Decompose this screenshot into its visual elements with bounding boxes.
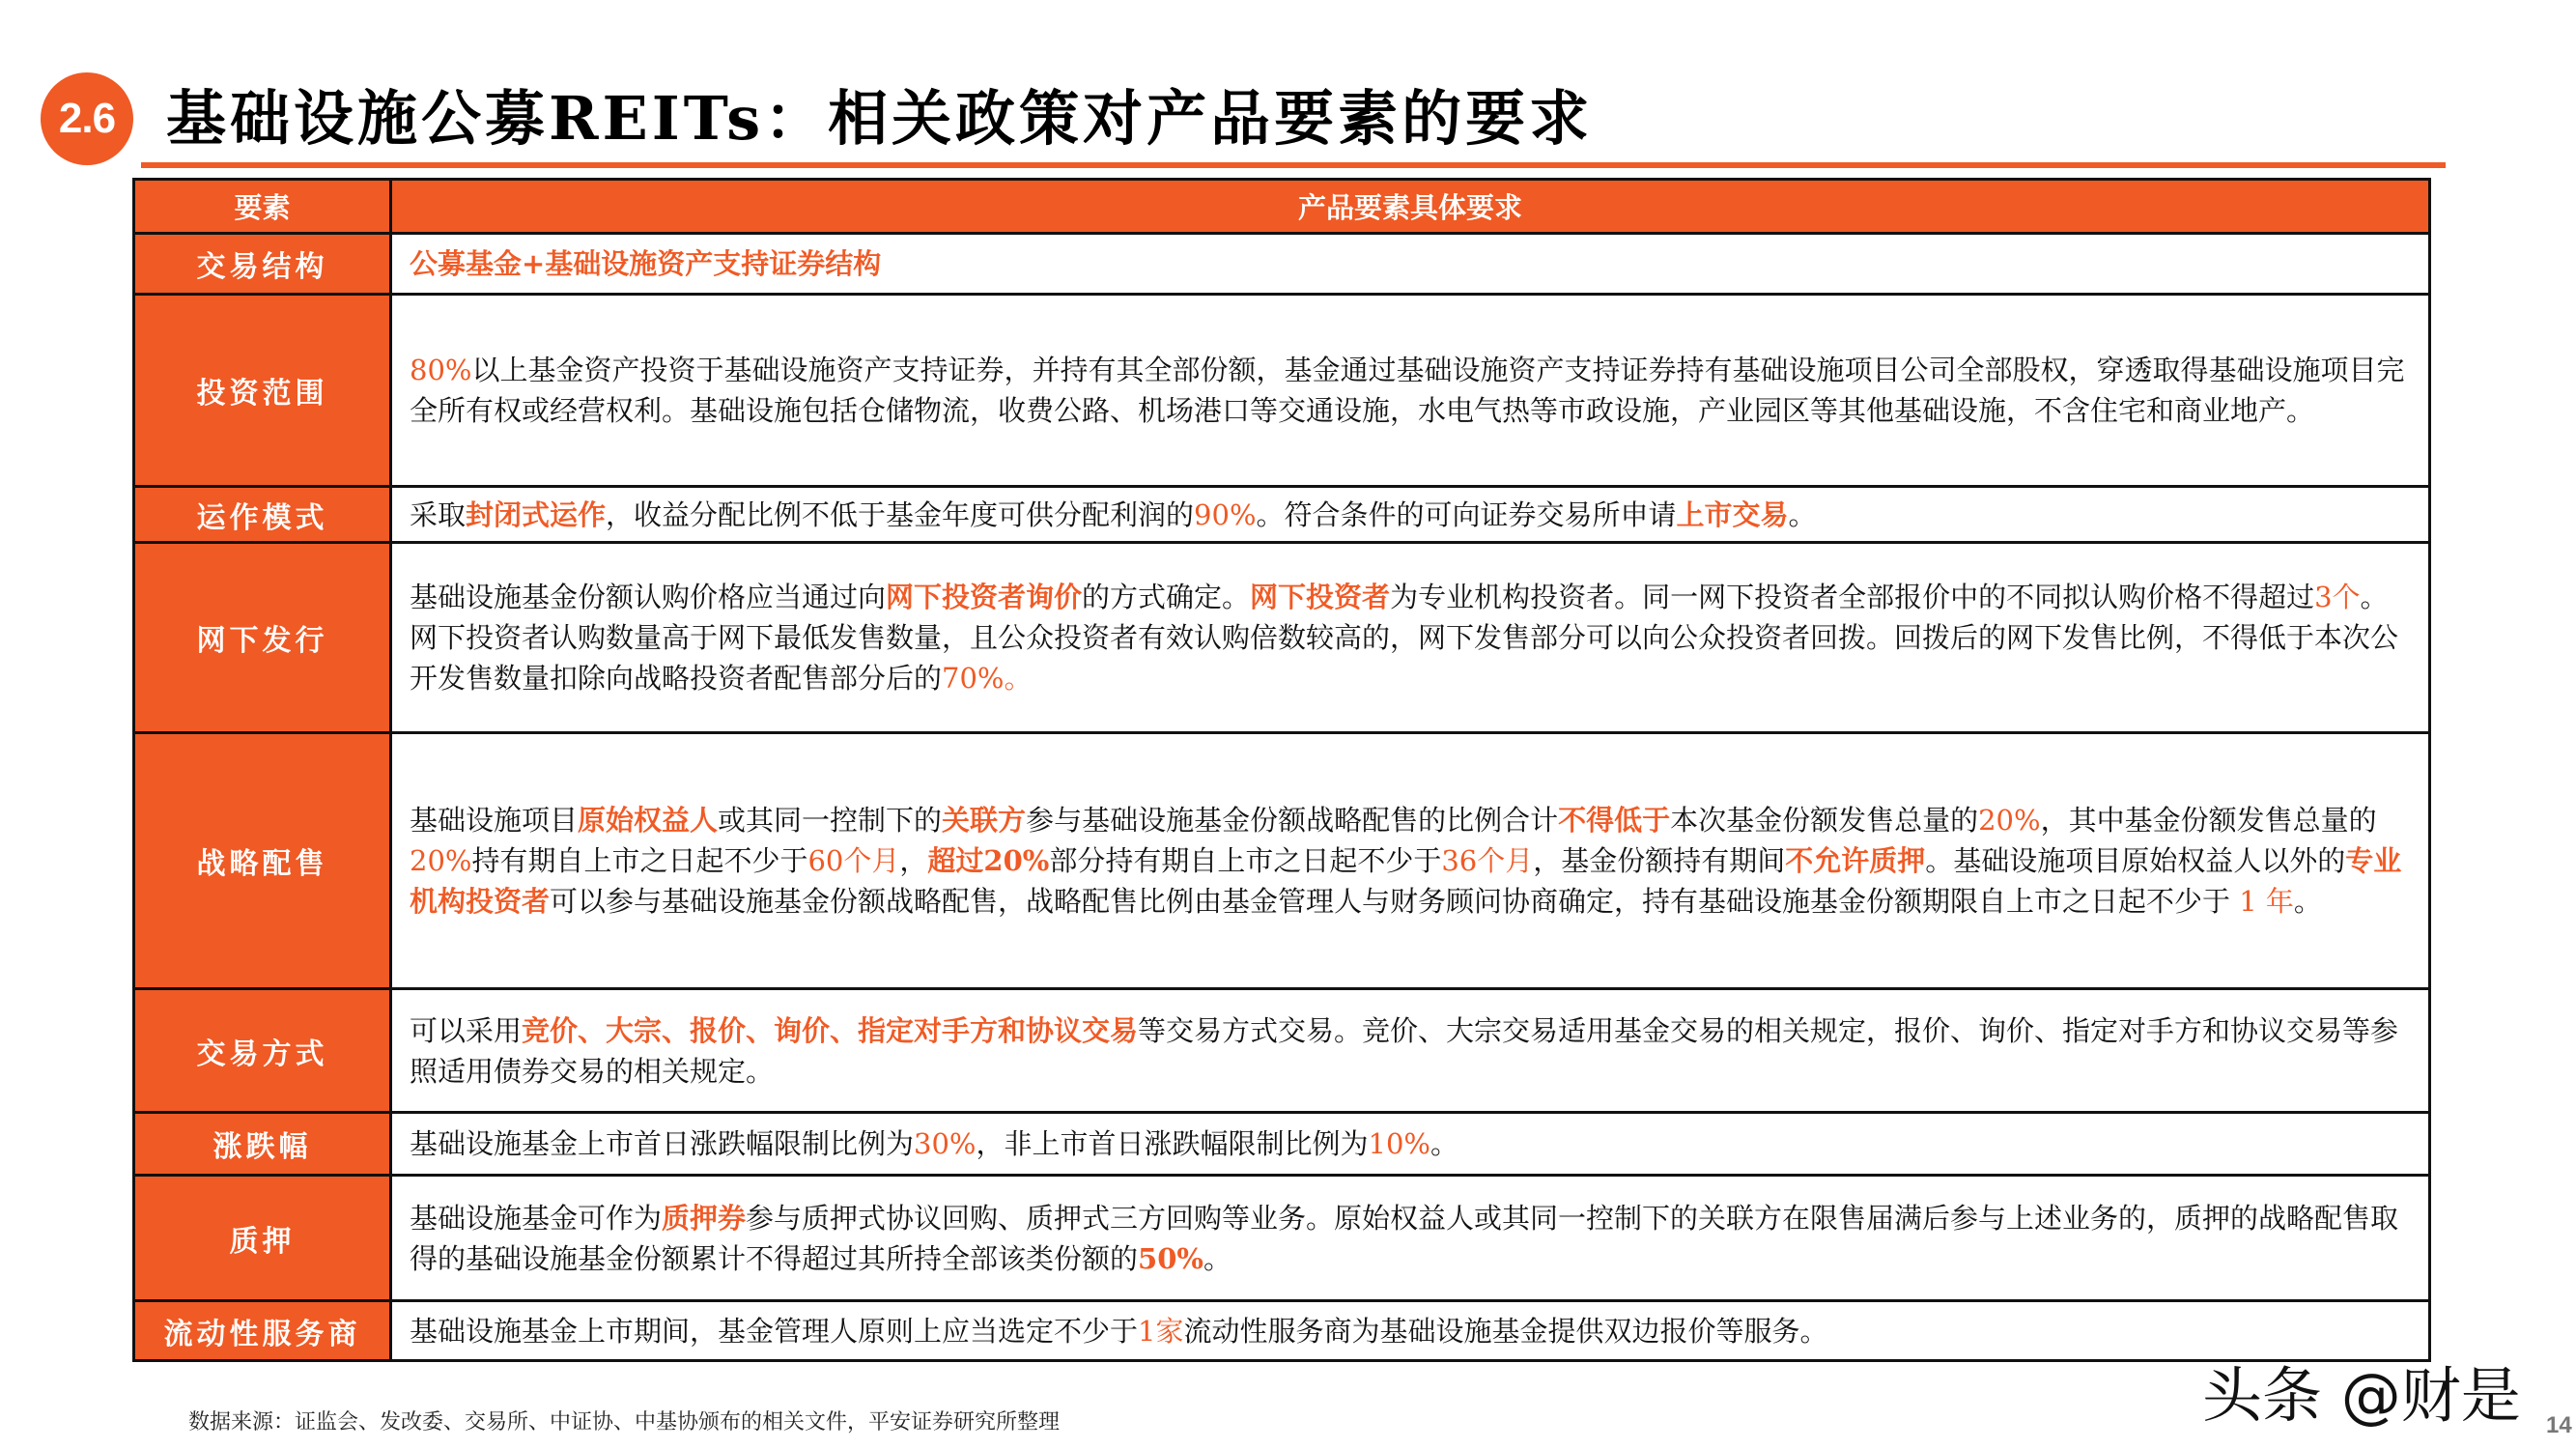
row-label: 流动性服务商: [134, 1301, 391, 1361]
body-text: 。: [1430, 1127, 1458, 1160]
body-text: 本次基金份额发售总量的: [1670, 804, 1979, 837]
highlight-text: 70%。: [942, 662, 1033, 695]
body-text: 部分持有期自上市之日起不少于: [1049, 844, 1442, 877]
page-title: 基础设施公募REITs：相关政策对产品要素的要求: [166, 83, 1594, 154]
body-text: 参与基础设施基金份额战略配售的比例合计: [1026, 804, 1559, 837]
highlight-text: 10%: [1368, 1127, 1430, 1160]
table-row: [134, 295, 2430, 487]
highlight-text: 封闭式运作: [466, 497, 607, 531]
highlight-text: 上市交易: [1676, 497, 1789, 531]
highlight-text: 专业机构投资者: [410, 844, 2402, 918]
title-divider: [141, 162, 2446, 168]
data-source-note: 数据来源：证监会、发改委、交易所、中证协、中基协颁布的相关文件，平安证券研究所整理: [188, 1410, 1061, 1435]
highlight-text: 80%: [410, 354, 472, 386]
body-text: ，非上市首日涨跌幅限制比例为: [976, 1127, 1369, 1160]
highlight-text: 质押券: [662, 1201, 747, 1235]
highlight-text: 超过20%: [927, 844, 1050, 877]
row-requirement: [391, 1176, 2430, 1301]
row-requirement: [391, 989, 2430, 1113]
highlight-text: 1 年: [2230, 885, 2294, 918]
table-body: [134, 234, 2430, 1361]
body-text: 以上基金资产投资于基础设施资产支持证券，并持有其全部份额，基金通过基础设施资产支持证券持有基础设施项目公司全部股权，穿透取得基础设施项目完全所有权或经营权利。基础设施包括仓储物流，收费公路、机场港口等交通设施，水电气热等市政设施，产业园区等其他基础设施，不含住宅和商业地产。: [410, 354, 2405, 427]
body-text: 基础设施基金可作为: [410, 1201, 663, 1235]
row-requirement: [391, 543, 2430, 733]
highlight-text: 30%: [914, 1127, 977, 1160]
row-label: 战略配售: [134, 733, 391, 989]
body-text: 流动性服务商为基础设施基金提供双边报价等服务。: [1183, 1314, 1828, 1348]
highlight-text: 竞价、大宗、报价、询价、指定对手方和协议交易: [522, 1013, 1139, 1047]
row-label: 投资范围: [134, 295, 391, 487]
row-requirement: [391, 1113, 2430, 1176]
highlight-text: 不得低于: [1558, 804, 1671, 837]
table-row: [134, 543, 2430, 733]
body-text: 持有期自上市之日起不少于: [471, 844, 808, 877]
highlight-text: 90%: [1194, 497, 1257, 531]
row-requirement: [391, 1301, 2430, 1361]
highlight-text: 20%: [410, 844, 472, 877]
row-label: 运作模式: [134, 487, 391, 543]
table-header-row: [134, 180, 2430, 234]
section-number: 2.6: [58, 95, 116, 142]
highlight-text: 网下投资者: [1250, 581, 1391, 613]
body-text: 参与质押式协议回购、质押式三方回购等业务。原始权益人或其同一控制下的关联方在限售届满后参与上述业务的，质押的战略配售取得的基础设施基金份额累计不得超过其所持全部该类份额的: [410, 1201, 2399, 1275]
highlight-text: 不允许质押: [1785, 844, 1926, 877]
body-text: 基础设施项目: [410, 804, 579, 837]
highlight-text: 公募基金+基础设施资产支持证券结构: [410, 247, 882, 280]
row-label: 交易方式: [134, 989, 391, 1113]
row-label: 涨跌幅: [134, 1113, 391, 1176]
watermark: 头条 @财是: [2202, 1360, 2521, 1431]
requirements-table: [132, 178, 2431, 1362]
body-text: 基础设施基金上市首日涨跌幅限制比例为: [410, 1127, 915, 1160]
body-text: 。: [1788, 497, 1817, 531]
highlight-text: 36个月: [1441, 844, 1534, 877]
row-requirement: [391, 487, 2430, 543]
row-label: 网下发行: [134, 543, 391, 733]
page-number: 14: [2546, 1412, 2572, 1438]
body-text: 可以参与基础设施基金份额战略配售，战略配售比例由基金管理人与财务顾问协商确定，持有基础设施基金份额期限自上市之日起不少于: [550, 885, 2231, 918]
body-text: ，收益分配比例不低于基金年度可供分配利润的: [606, 497, 1195, 531]
body-text: 可以采用: [410, 1013, 523, 1047]
body-text: 。: [1203, 1241, 1231, 1275]
body-text: 基础设施基金份额认购价格应当通过向: [410, 581, 887, 613]
body-text: 的方式确定。: [1082, 581, 1251, 613]
highlight-text: 网下投资者询价: [886, 581, 1083, 613]
table-row: [134, 989, 2430, 1113]
row-label: 交易结构: [134, 234, 391, 295]
highlight-text: 20%: [1978, 804, 2041, 837]
body-text: 或其同一控制下的: [718, 804, 943, 837]
section-number-badge: [41, 72, 133, 165]
table-row: [134, 1301, 2430, 1361]
body-text: 基础设施基金上市期间，基金管理人原则上应当选定不少于: [410, 1314, 1139, 1348]
highlight-text: 1家: [1138, 1314, 1184, 1348]
column-header-element: 要素: [134, 180, 391, 234]
table-row: [134, 487, 2430, 543]
body-text: ，: [899, 844, 928, 877]
row-requirement: [391, 733, 2430, 989]
row-label: 质押: [134, 1176, 391, 1301]
body-text: 采取: [410, 497, 467, 531]
row-requirement: [391, 234, 2430, 295]
body-text: 。网下投资者认购数量高于网下最低发售数量，且公众投资者有效认购倍数较高的，网下发售部分可以向公众投资者回拨。回拨后的网下发售比例，不得低于本次公开发售数量扣除向战略投资者配售部分后的: [410, 581, 2399, 695]
row-requirement: [391, 295, 2430, 487]
table-row: [134, 733, 2430, 989]
table-row: [134, 234, 2430, 295]
body-text: 等交易方式交易。竞价、大宗交易适用基金交易的相关规定，报价、询价、指定对手方和协议交易等参照适用债券交易的相关规定。: [410, 1013, 2399, 1088]
body-text: ，其中基金份额发售总量的: [2040, 804, 2377, 837]
body-text: 。符合条件的可向证券交易所申请: [1256, 497, 1677, 531]
highlight-text: 3个: [2314, 581, 2361, 613]
table-row: [134, 1113, 2430, 1176]
highlight-text: 原始权益人: [578, 804, 719, 837]
highlight-text: 关联方: [942, 804, 1027, 837]
column-header-requirements: 产品要素具体要求: [391, 180, 2430, 234]
body-text: ，基金份额持有期间: [1533, 844, 1786, 877]
body-text: 。: [2293, 885, 2322, 918]
body-text: 为专业机构投资者。同一网下投资者全部报价中的不同拟认购价格不得超过: [1390, 581, 2315, 613]
table-row: [134, 1176, 2430, 1301]
highlight-text: 60个月: [807, 844, 900, 877]
body-text: 。基础设施项目原始权益人以外的: [1925, 844, 2346, 877]
highlight-text: 50%: [1138, 1241, 1203, 1275]
